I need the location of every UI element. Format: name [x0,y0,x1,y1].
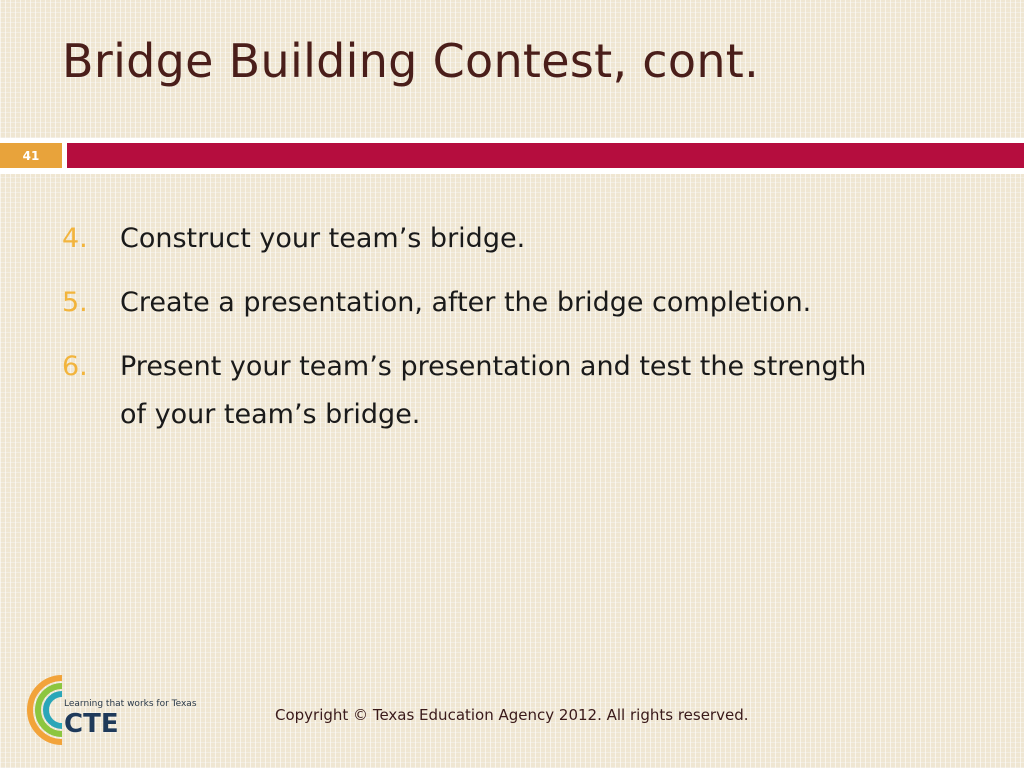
slide-number: 41 [0,143,62,168]
logo-wordmark: CTE [64,709,119,739]
list-item [62,343,962,439]
list-item-number: 4. [62,223,88,254]
list-item-text: Create a presentation, after the bridge completion. [120,287,812,318]
content-list [62,215,962,455]
list-item-number: 5. [62,287,88,318]
slide-title: Bridge Building Contest, cont. [62,34,760,88]
copyright-text: Copyright © Texas Education Agency 2012. All rights reserved. [275,706,749,724]
list-item [62,215,962,263]
list-item-text: Present your team’s presentation and test the strength of your team’s bridge. [120,351,867,430]
cte-logo [22,670,222,750]
accent-bar [67,143,1024,168]
list-item [62,279,962,327]
list-item-text: Construct your team’s bridge. [120,223,526,254]
logo-tagline: Learning that works for Texas [64,699,197,709]
cte-logo-icon [22,670,222,750]
list-item-number: 6. [62,351,88,382]
